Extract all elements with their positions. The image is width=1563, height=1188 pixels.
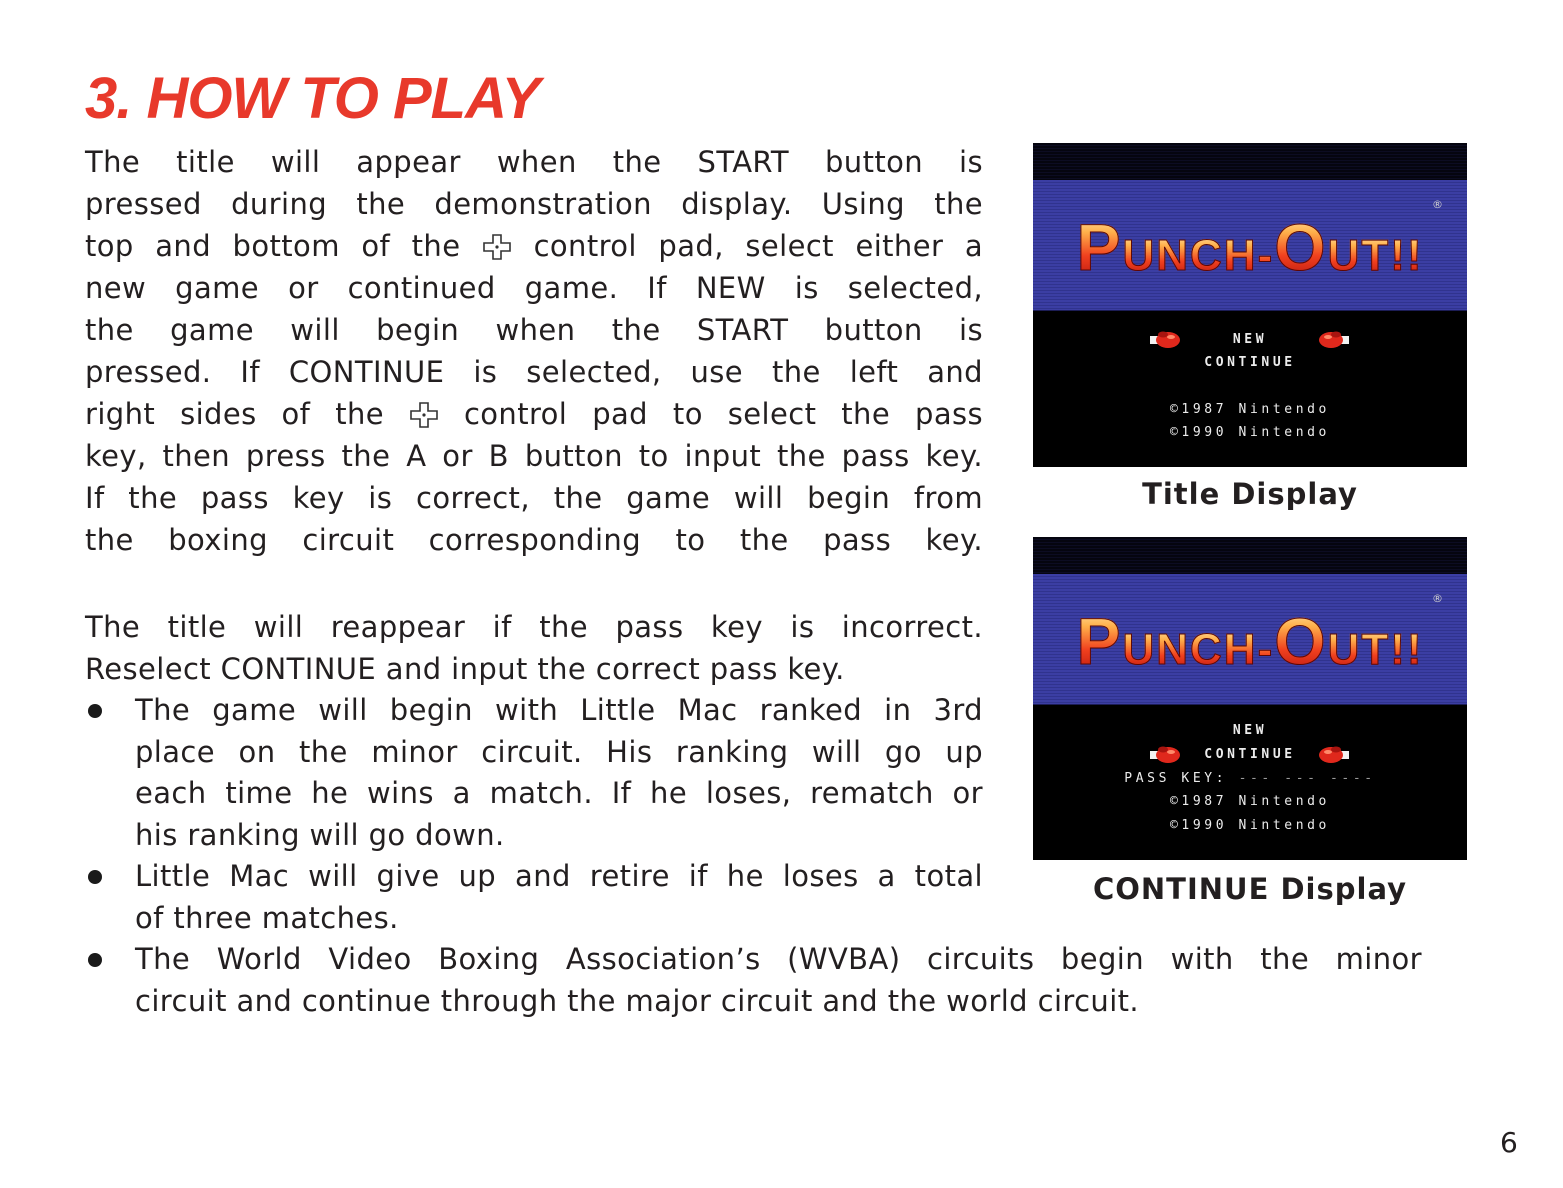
paragraph-line: pressed during the demonstration display. Using the bbox=[85, 187, 983, 221]
logo-letters: UNCH bbox=[1122, 231, 1258, 280]
pass-key-row bbox=[1033, 770, 1467, 788]
logo-letter: O bbox=[1274, 604, 1328, 678]
bullet-icon bbox=[88, 704, 102, 718]
boxing-glove-icon bbox=[1318, 745, 1350, 765]
logo-letter: O bbox=[1274, 210, 1328, 284]
paragraph-line: the game will begin when the START button is bbox=[85, 313, 983, 347]
paragraph-line: the boxing circuit corresponding to the pass key. bbox=[85, 523, 983, 557]
copyright-line: ©1987 Nintendo bbox=[1170, 794, 1330, 809]
paragraph-line: The title will reappear if the pass key is incorrect. bbox=[85, 610, 983, 644]
copyright-line: ©1987 Nintendo bbox=[1170, 402, 1330, 417]
logo-band bbox=[1033, 574, 1467, 705]
logo-letters: UNCH bbox=[1122, 625, 1258, 674]
paragraph-line: Reselect CONTINUE and input the correct pass key. bbox=[85, 651, 845, 686]
menu-continue: CONTINUE bbox=[1204, 747, 1296, 762]
registered-mark: ® bbox=[1432, 592, 1443, 605]
logo-band bbox=[1033, 180, 1467, 311]
line-text: control pad, select either a bbox=[533, 229, 983, 263]
bullet-line: The game will begin with Little Mac ranked in 3rd bbox=[135, 693, 983, 727]
control-pad-icon bbox=[482, 233, 512, 261]
logo-letter: P bbox=[1076, 210, 1123, 284]
copyright-line: ©1990 Nintendo bbox=[1170, 818, 1330, 833]
paragraph-line: If the pass key is correct, the game will begin from bbox=[85, 481, 983, 515]
punch-out-logo bbox=[1033, 604, 1467, 678]
paragraph-line: new game or continued game. If NEW is selected, bbox=[85, 271, 983, 305]
bullet-icon bbox=[88, 953, 102, 967]
boxing-glove-icon bbox=[1318, 330, 1350, 350]
paragraph-line: The title will appear when the START button is bbox=[85, 145, 983, 179]
screen-top-border bbox=[1033, 143, 1467, 180]
logo-letter: P bbox=[1076, 604, 1123, 678]
control-pad-icon bbox=[409, 401, 439, 429]
logo-dash: - bbox=[1257, 625, 1275, 674]
paragraph-line: key, then press the A or B button to input the pass key. bbox=[85, 439, 983, 473]
menu-new: NEW bbox=[1232, 332, 1268, 347]
intro-paragraph bbox=[85, 141, 983, 561]
bullet-line: The World Video Boxing Association’s (WVBA) circuits begin with the minor bbox=[135, 942, 1422, 976]
registered-mark: ® bbox=[1432, 198, 1443, 211]
logo-letters: UT!! bbox=[1327, 231, 1424, 280]
menu-new: NEW bbox=[1232, 723, 1268, 738]
line-text: control pad to select the pass bbox=[463, 397, 984, 431]
punch-out-logo bbox=[1033, 210, 1467, 284]
bullet-icon bbox=[88, 870, 102, 884]
copyright-line: ©1990 Nintendo bbox=[1170, 425, 1330, 440]
title-display-caption: Title Display bbox=[1142, 477, 1358, 511]
line-text: right sides of the bbox=[85, 397, 385, 431]
paragraph-line bbox=[85, 393, 983, 435]
bullet-item bbox=[85, 939, 1422, 1022]
line-text: top and bottom of the bbox=[85, 229, 461, 263]
pass-key-label: PASS KEY: bbox=[1124, 771, 1228, 786]
bullet-line: circuit and continue through the major circuit and the world circuit. bbox=[135, 983, 1140, 1018]
bullet-line: his ranking will go down. bbox=[135, 817, 505, 852]
paragraph-line: pressed. If CONTINUE is selected, use the left and bbox=[85, 355, 983, 389]
section-heading: 3. HOW TO PLAY bbox=[85, 66, 540, 131]
bullet-line: each time he wins a match. If he loses, rematch or bbox=[135, 776, 983, 810]
page-number: 6 bbox=[1500, 1126, 1518, 1159]
logo-letters: UT!! bbox=[1327, 625, 1424, 674]
bullet-line: Little Mac will give up and retire if he loses a total bbox=[135, 859, 983, 893]
bullet-line: place on the minor circuit. His ranking will go up bbox=[135, 734, 983, 769]
paragraph-line bbox=[85, 225, 983, 267]
bullet-line: of three matches. bbox=[135, 900, 399, 935]
pass-key-value: --- --- ---- bbox=[1238, 771, 1376, 786]
screen-top-border bbox=[1033, 537, 1467, 574]
continue-display-screenshot bbox=[1033, 537, 1467, 860]
logo-dash: - bbox=[1257, 231, 1275, 280]
continue-display-caption: CONTINUE Display bbox=[1092, 872, 1408, 906]
reappear-paragraph bbox=[85, 607, 983, 690]
title-display-screenshot bbox=[1033, 143, 1467, 467]
menu-continue: CONTINUE bbox=[1204, 355, 1296, 370]
